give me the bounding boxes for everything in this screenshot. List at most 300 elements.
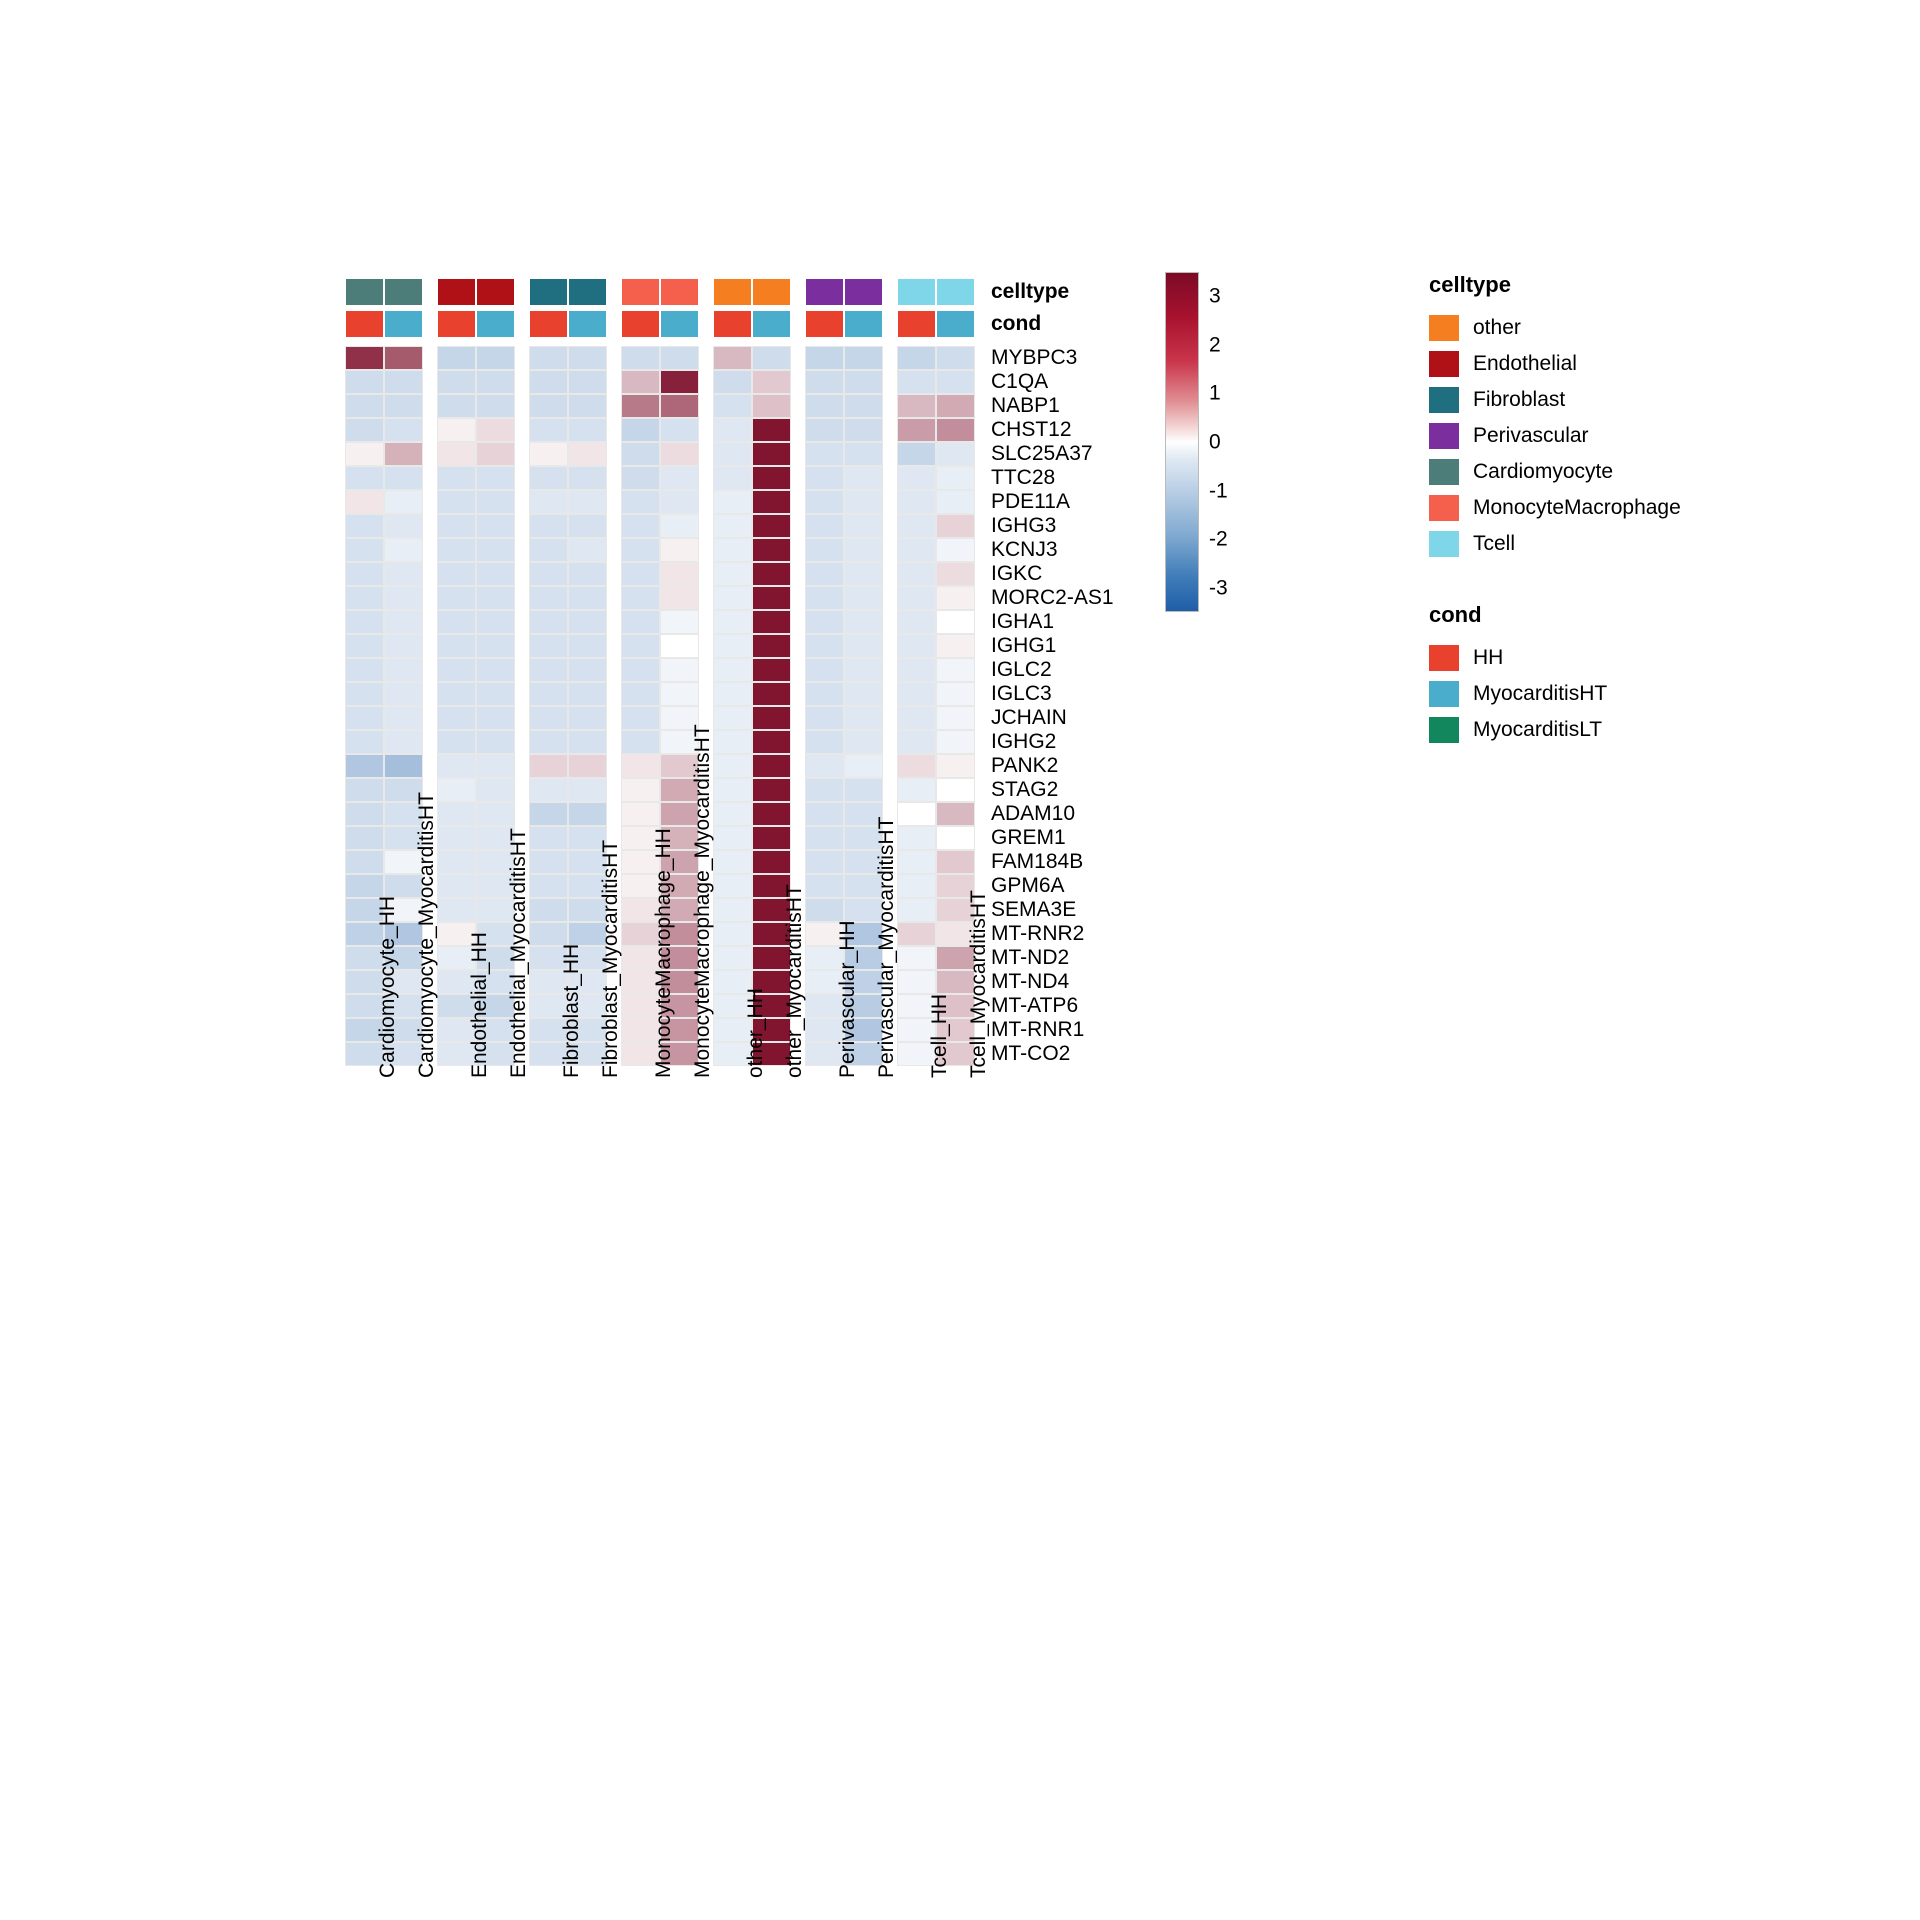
row-label: CHST12 bbox=[991, 418, 1072, 441]
heatmap-cell bbox=[568, 682, 607, 706]
heatmap-cell bbox=[529, 562, 568, 586]
heatmap-cell bbox=[568, 466, 607, 490]
legend-swatch bbox=[1429, 351, 1459, 377]
heatmap-cell bbox=[897, 418, 936, 442]
legend-title-celltype: celltype bbox=[1429, 272, 1511, 297]
heatmap-cell bbox=[805, 754, 844, 778]
heatmap-cell bbox=[844, 490, 883, 514]
heatmap-cell bbox=[529, 610, 568, 634]
heatmap-cell bbox=[805, 826, 844, 850]
row-label: MT-ND4 bbox=[991, 970, 1070, 993]
colorbar-tick: -3 bbox=[1209, 576, 1228, 600]
legend-label: HH bbox=[1473, 646, 1504, 669]
legend-swatch bbox=[1429, 717, 1459, 743]
row-label: MT-ATP6 bbox=[991, 994, 1079, 1017]
heatmap-cell bbox=[936, 850, 975, 874]
heatmap-cell bbox=[660, 418, 699, 442]
heatmap-cell bbox=[936, 730, 975, 754]
annotation-label-cond: cond bbox=[991, 312, 1042, 335]
heatmap-cell bbox=[752, 754, 791, 778]
heatmap-cell bbox=[805, 490, 844, 514]
column-label: Endothelial_MyocarditisHT bbox=[507, 828, 530, 1078]
legend-label: MyocarditisHT bbox=[1473, 682, 1608, 705]
heatmap-cell bbox=[621, 730, 660, 754]
heatmap-cell bbox=[476, 562, 515, 586]
heatmap-cell bbox=[345, 514, 384, 538]
heatmap-cell bbox=[897, 610, 936, 634]
heatmap-cell bbox=[805, 418, 844, 442]
heatmap-cell bbox=[529, 586, 568, 610]
heatmap-cell bbox=[897, 586, 936, 610]
heatmap-cell bbox=[529, 658, 568, 682]
row-label: IGLC3 bbox=[991, 682, 1052, 705]
heatmap-cell bbox=[621, 682, 660, 706]
heatmap-cell bbox=[936, 490, 975, 514]
heatmap-cell bbox=[621, 466, 660, 490]
row-label: JCHAIN bbox=[991, 706, 1067, 729]
heatmap-cell bbox=[897, 538, 936, 562]
heatmap-cell bbox=[805, 802, 844, 826]
heatmap-cell bbox=[752, 370, 791, 394]
legend-cond bbox=[1429, 602, 1607, 748]
heatmap-cell bbox=[476, 706, 515, 730]
heatmap-cell bbox=[752, 586, 791, 610]
annotation-cell-cond bbox=[476, 310, 515, 338]
heatmap-cell bbox=[384, 562, 423, 586]
heatmap-cell bbox=[437, 610, 476, 634]
annotation-cell-cond bbox=[568, 310, 607, 338]
heatmap-cell bbox=[752, 418, 791, 442]
row-label: GREM1 bbox=[991, 826, 1066, 849]
row-label: FAM184B bbox=[991, 850, 1084, 873]
heatmap-cell bbox=[437, 898, 476, 922]
heatmap-cell bbox=[844, 586, 883, 610]
legend-label: Cardiomyocyte bbox=[1473, 460, 1614, 483]
heatmap-cell bbox=[844, 658, 883, 682]
heatmap-cell bbox=[936, 466, 975, 490]
annotation-cell-cond bbox=[805, 310, 844, 338]
annotation-group bbox=[713, 310, 791, 338]
annotation-cell-celltype bbox=[897, 278, 936, 306]
heatmap-cell bbox=[384, 706, 423, 730]
heatmap-cell bbox=[844, 346, 883, 370]
heatmap-cell bbox=[437, 346, 476, 370]
heatmap-cell bbox=[752, 802, 791, 826]
heatmap-cell bbox=[345, 346, 384, 370]
heatmap-cell bbox=[713, 730, 752, 754]
heatmap-cell bbox=[384, 370, 423, 394]
heatmap-cell bbox=[437, 706, 476, 730]
heatmap-cell bbox=[529, 922, 568, 946]
heatmap-cell bbox=[621, 778, 660, 802]
annotation-group bbox=[713, 278, 791, 306]
heatmap-cell bbox=[805, 898, 844, 922]
row-label: MORC2-AS1 bbox=[991, 586, 1114, 609]
heatmap-cell bbox=[805, 442, 844, 466]
heatmap-cell bbox=[805, 730, 844, 754]
annotation-group bbox=[529, 310, 607, 338]
heatmap-cell bbox=[529, 394, 568, 418]
heatmap-cell bbox=[897, 514, 936, 538]
heatmap-cell bbox=[621, 346, 660, 370]
heatmap-cell bbox=[345, 442, 384, 466]
heatmap-cell bbox=[384, 730, 423, 754]
legend-item bbox=[1429, 382, 1681, 418]
annotation-cell-celltype bbox=[568, 278, 607, 306]
colorbar-tick: 1 bbox=[1209, 381, 1221, 405]
heatmap-cell bbox=[713, 682, 752, 706]
heatmap-cell bbox=[713, 370, 752, 394]
heatmap-cell bbox=[660, 634, 699, 658]
heatmap-cell bbox=[568, 754, 607, 778]
heatmap-cell bbox=[752, 394, 791, 418]
heatmap-cell bbox=[345, 826, 384, 850]
heatmap-cell bbox=[476, 514, 515, 538]
column-label: Perivascular_MyocarditisHT bbox=[875, 816, 898, 1078]
heatmap-cell bbox=[752, 490, 791, 514]
heatmap-cell bbox=[752, 610, 791, 634]
heatmap-cell bbox=[529, 466, 568, 490]
annotation-cell-celltype bbox=[844, 278, 883, 306]
legend-label: Endothelial bbox=[1473, 352, 1577, 375]
heatmap-cell bbox=[384, 466, 423, 490]
heatmap-cell bbox=[936, 394, 975, 418]
annotation-cell-cond bbox=[752, 310, 791, 338]
heatmap-cell bbox=[936, 706, 975, 730]
heatmap-cell bbox=[437, 370, 476, 394]
heatmap-cell bbox=[844, 466, 883, 490]
legend-item bbox=[1429, 490, 1681, 526]
heatmap-cell bbox=[752, 538, 791, 562]
heatmap-cell bbox=[660, 538, 699, 562]
annotation-cell-cond bbox=[936, 310, 975, 338]
annotation-cell-cond bbox=[844, 310, 883, 338]
heatmap-cell bbox=[345, 370, 384, 394]
heatmap-cell bbox=[752, 850, 791, 874]
legend-label: MonocyteMacrophage bbox=[1473, 496, 1681, 519]
row-label: ADAM10 bbox=[991, 802, 1076, 825]
heatmap-cell bbox=[713, 394, 752, 418]
annotation-cell-celltype bbox=[936, 278, 975, 306]
heatmap-cell bbox=[844, 754, 883, 778]
annotation-group bbox=[897, 310, 975, 338]
heatmap-cell bbox=[805, 370, 844, 394]
heatmap-cell bbox=[384, 634, 423, 658]
heatmap-cell bbox=[844, 370, 883, 394]
heatmap-cell bbox=[437, 514, 476, 538]
heatmap-cell bbox=[621, 418, 660, 442]
heatmap-cell bbox=[897, 874, 936, 898]
heatmap-cell bbox=[345, 418, 384, 442]
heatmap-cell bbox=[844, 730, 883, 754]
heatmap-cell bbox=[844, 538, 883, 562]
heatmap-cell bbox=[437, 778, 476, 802]
heatmap-cell bbox=[713, 754, 752, 778]
heatmap-cell bbox=[660, 562, 699, 586]
heatmap-cell bbox=[529, 418, 568, 442]
heatmap-cell bbox=[752, 730, 791, 754]
heatmap-cell bbox=[897, 442, 936, 466]
heatmap-cell bbox=[529, 778, 568, 802]
heatmap-cell bbox=[529, 730, 568, 754]
heatmap-cell bbox=[384, 346, 423, 370]
heatmap-cell bbox=[936, 682, 975, 706]
heatmap-cell bbox=[936, 802, 975, 826]
heatmap-cell bbox=[713, 658, 752, 682]
heatmap-cell bbox=[529, 514, 568, 538]
heatmap-cell bbox=[345, 634, 384, 658]
heatmap-cell bbox=[752, 658, 791, 682]
heatmap-cell bbox=[660, 394, 699, 418]
heatmap-cell bbox=[844, 610, 883, 634]
heatmap-cell bbox=[936, 658, 975, 682]
heatmap-cell bbox=[345, 538, 384, 562]
heatmap-cell bbox=[568, 778, 607, 802]
colorbar-tick: -1 bbox=[1209, 479, 1228, 503]
heatmap-cell bbox=[529, 538, 568, 562]
row-label: MYBPC3 bbox=[991, 346, 1078, 369]
heatmap-cell bbox=[897, 802, 936, 826]
colorbar-tick: 2 bbox=[1209, 333, 1221, 357]
heatmap-cell bbox=[897, 946, 936, 970]
heatmap-cell bbox=[660, 370, 699, 394]
heatmap-cell bbox=[713, 778, 752, 802]
heatmap-cell bbox=[476, 370, 515, 394]
heatmap-cell bbox=[437, 874, 476, 898]
heatmap-cell bbox=[897, 850, 936, 874]
heatmap-cell bbox=[621, 754, 660, 778]
annotation-cell-cond bbox=[897, 310, 936, 338]
heatmap-cell bbox=[805, 610, 844, 634]
heatmap-cell bbox=[621, 802, 660, 826]
heatmap-cell bbox=[437, 658, 476, 682]
heatmap-cell bbox=[529, 826, 568, 850]
heatmap-cell bbox=[568, 802, 607, 826]
legend-swatch bbox=[1429, 645, 1459, 671]
heatmap-cell bbox=[621, 538, 660, 562]
row-label: GPM6A bbox=[991, 874, 1065, 897]
legend-label: MyocarditisLT bbox=[1473, 718, 1603, 741]
heatmap-cell bbox=[476, 610, 515, 634]
heatmap-cell bbox=[897, 970, 936, 994]
legend-item bbox=[1429, 640, 1607, 676]
heatmap-cell bbox=[437, 538, 476, 562]
heatmap-cell bbox=[568, 370, 607, 394]
heatmap-column-group bbox=[897, 346, 975, 1066]
heatmap-cell bbox=[660, 610, 699, 634]
heatmap-cell bbox=[897, 778, 936, 802]
heatmap-cell bbox=[621, 610, 660, 634]
annotation-cell-celltype bbox=[437, 278, 476, 306]
legend-label: Perivascular bbox=[1473, 424, 1589, 447]
heatmap-cell bbox=[345, 874, 384, 898]
heatmap-cell bbox=[568, 514, 607, 538]
legend-label: Fibroblast bbox=[1473, 388, 1566, 411]
heatmap-cell bbox=[805, 466, 844, 490]
heatmap-cell bbox=[621, 442, 660, 466]
heatmap-cell bbox=[476, 466, 515, 490]
heatmap-cell bbox=[345, 394, 384, 418]
heatmap-cell bbox=[713, 346, 752, 370]
heatmap-cell bbox=[844, 442, 883, 466]
heatmap-cell bbox=[660, 658, 699, 682]
heatmap-cell bbox=[529, 898, 568, 922]
heatmap-cell bbox=[713, 826, 752, 850]
heatmap-cell bbox=[529, 754, 568, 778]
legend-label: other bbox=[1473, 316, 1521, 339]
heatmap-cell bbox=[568, 490, 607, 514]
heatmap-cell bbox=[568, 586, 607, 610]
legend-item bbox=[1429, 346, 1681, 382]
heatmap-cell bbox=[713, 490, 752, 514]
heatmap-cell bbox=[897, 826, 936, 850]
heatmap-cell bbox=[384, 586, 423, 610]
heatmap-cell bbox=[437, 490, 476, 514]
heatmap-cell bbox=[621, 634, 660, 658]
colorbar-tick: 3 bbox=[1209, 284, 1221, 308]
legend-swatch bbox=[1429, 531, 1459, 557]
heatmap-cell bbox=[345, 610, 384, 634]
heatmap-cell bbox=[897, 634, 936, 658]
column-label: other_HH bbox=[744, 988, 767, 1078]
heatmap-cell bbox=[713, 610, 752, 634]
column-label: Tcell_HH bbox=[928, 993, 951, 1078]
legend-item bbox=[1429, 712, 1607, 748]
heatmap-cell bbox=[384, 490, 423, 514]
heatmap-column-group bbox=[713, 346, 791, 1066]
row-label: NABP1 bbox=[991, 394, 1060, 417]
heatmap-cell bbox=[805, 514, 844, 538]
row-labels bbox=[991, 346, 1114, 1066]
heatmap-cell bbox=[897, 346, 936, 370]
heatmap-cell bbox=[936, 418, 975, 442]
heatmap-cell bbox=[752, 466, 791, 490]
heatmap-cell bbox=[476, 538, 515, 562]
heatmap-cell bbox=[437, 826, 476, 850]
annotation-cell-celltype bbox=[345, 278, 384, 306]
annotation-group bbox=[897, 278, 975, 306]
row-label: MT-ND2 bbox=[991, 946, 1070, 969]
heatmap-cell bbox=[936, 370, 975, 394]
heatmap-cell bbox=[752, 682, 791, 706]
heatmap-cell bbox=[713, 898, 752, 922]
annotation-group bbox=[805, 310, 883, 338]
heatmap-cell bbox=[897, 658, 936, 682]
heatmap-cell bbox=[713, 850, 752, 874]
heatmap-cell bbox=[568, 730, 607, 754]
heatmap-cell bbox=[660, 490, 699, 514]
heatmap-cell bbox=[437, 850, 476, 874]
row-label: MT-RNR1 bbox=[991, 1018, 1085, 1041]
legend-item bbox=[1429, 310, 1681, 346]
heatmap-cell bbox=[437, 442, 476, 466]
heatmap-cell bbox=[345, 802, 384, 826]
heatmap-cell bbox=[752, 346, 791, 370]
heatmap-cell bbox=[476, 634, 515, 658]
row-label: MT-RNR2 bbox=[991, 922, 1085, 945]
row-label: TTC28 bbox=[991, 466, 1056, 489]
row-label: IGHA1 bbox=[991, 610, 1055, 633]
heatmap-cell bbox=[897, 922, 936, 946]
heatmap-cell bbox=[660, 466, 699, 490]
heatmap-cell bbox=[568, 610, 607, 634]
annotation-cell-celltype bbox=[476, 278, 515, 306]
heatmap-cell bbox=[437, 394, 476, 418]
heatmap-cell bbox=[437, 562, 476, 586]
heatmap-cell bbox=[805, 682, 844, 706]
annotation-cell-celltype bbox=[384, 278, 423, 306]
legend-swatch bbox=[1429, 459, 1459, 485]
heatmap-cell bbox=[529, 874, 568, 898]
heatmap-cell bbox=[384, 610, 423, 634]
annotation-row-cond bbox=[345, 310, 975, 338]
heatmap-cell bbox=[476, 442, 515, 466]
heatmap-cell bbox=[844, 562, 883, 586]
heatmap-cell bbox=[384, 442, 423, 466]
heatmap-cell bbox=[713, 466, 752, 490]
heatmap-cell bbox=[805, 346, 844, 370]
heatmap-cell bbox=[345, 586, 384, 610]
heatmap-cell bbox=[805, 538, 844, 562]
heatmap-cell bbox=[476, 778, 515, 802]
heatmap-cell bbox=[897, 394, 936, 418]
heatmap-cell bbox=[568, 418, 607, 442]
row-label: IGLC2 bbox=[991, 658, 1052, 681]
annotation-cell-celltype bbox=[713, 278, 752, 306]
heatmap-cell bbox=[568, 538, 607, 562]
heatmap-cell bbox=[936, 346, 975, 370]
heatmap-cell bbox=[345, 706, 384, 730]
heatmap-cell bbox=[897, 490, 936, 514]
annotation-group bbox=[621, 310, 699, 338]
row-label: C1QA bbox=[991, 370, 1049, 393]
heatmap-cell bbox=[568, 346, 607, 370]
heatmap-cell bbox=[936, 586, 975, 610]
heatmap-cell bbox=[476, 394, 515, 418]
heatmap-cell bbox=[713, 802, 752, 826]
heatmap-cell bbox=[345, 850, 384, 874]
annotation-group bbox=[437, 278, 515, 306]
column-label: Endothelial_HH bbox=[468, 932, 491, 1078]
heatmap-cell bbox=[660, 586, 699, 610]
heatmap-cell bbox=[621, 562, 660, 586]
heatmap-cell bbox=[844, 514, 883, 538]
heatmap-cell bbox=[384, 538, 423, 562]
column-label: other_MyocarditisHT bbox=[783, 884, 806, 1078]
heatmap-cell bbox=[713, 874, 752, 898]
heatmap-cell bbox=[713, 922, 752, 946]
color-scale-bar bbox=[1165, 272, 1199, 612]
heatmap-cell bbox=[384, 514, 423, 538]
heatmap-cell bbox=[897, 730, 936, 754]
heatmap-cell bbox=[713, 586, 752, 610]
heatmap-cell bbox=[529, 706, 568, 730]
heatmap-cell bbox=[713, 946, 752, 970]
heatmap-cell bbox=[713, 706, 752, 730]
heatmap-cell bbox=[437, 730, 476, 754]
row-label: SEMA3E bbox=[991, 898, 1077, 921]
row-label: PDE11A bbox=[991, 490, 1070, 513]
heatmap-cell bbox=[529, 634, 568, 658]
legend-swatch bbox=[1429, 681, 1459, 707]
legend-item bbox=[1429, 418, 1681, 454]
column-label: MonocyteMacrophage_HH bbox=[652, 828, 675, 1078]
row-label: KCNJ3 bbox=[991, 538, 1058, 561]
column-label: Cardiomyocyte_MyocarditisHT bbox=[415, 792, 438, 1078]
heatmap-cell bbox=[529, 442, 568, 466]
heatmap-cell bbox=[621, 394, 660, 418]
column-label: Fibroblast_HH bbox=[560, 943, 583, 1078]
